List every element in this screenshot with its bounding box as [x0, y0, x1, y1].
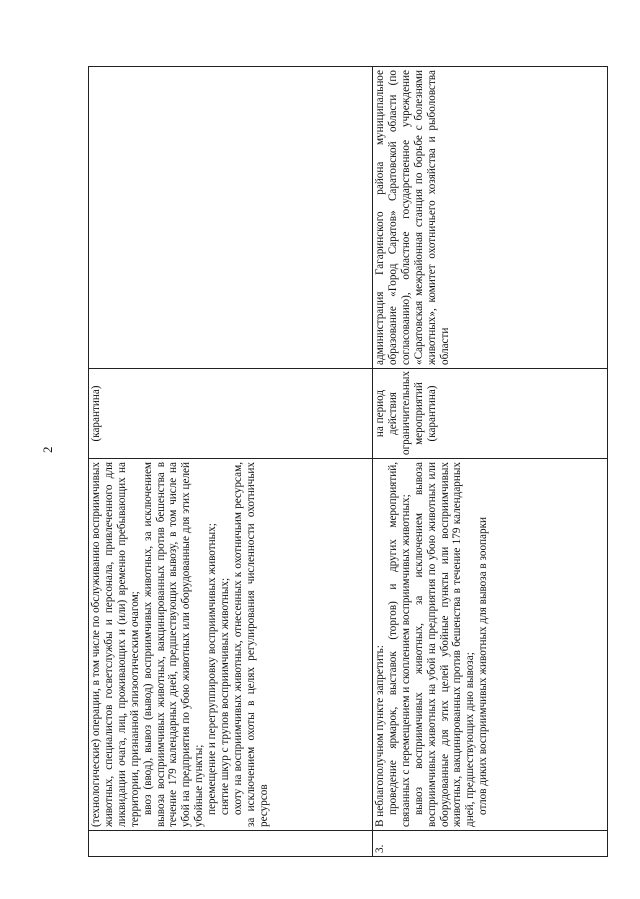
responsible-cell: администрация Гагаринского района муниципальное образование «Город Саратов» Саратовской области (по согласованию), областное государственное учреждение «Саратовская межрайонная станция по борьбе с болезнями животных», комитет охотничьего хозяйства и рыболовства области [373, 67, 608, 369]
table-row [89, 67, 373, 857]
measure-paragraph: снятие шкур с трупов восприимчивых животных; [219, 577, 232, 815]
measure-paragraph: охоту на восприимчивых животных, отнесенных к охотничьим ресурсам, за исключением охоты в целях регулирования численности охотничьих ресурсов [231, 462, 270, 827]
row-number-cell [89, 831, 373, 857]
period-cell: на период действия ограничительных мероприятий (карантина) [373, 369, 608, 459]
responsible-cell [89, 67, 373, 369]
measures-cell [89, 459, 373, 831]
page-number: 2 [40, 446, 55, 453]
measure-paragraph: перемещение и перегруппировку восприимчивых животных; [206, 523, 219, 815]
measure-paragraph: отлов диких восприимчивых животных для вывоза в зоопарки [477, 516, 490, 815]
measure-paragraph: проведение ярмарок, выставок (торгов) и других мероприятий, связанных с перемещением и скоплением восприимчивых животных; [386, 462, 412, 827]
table-row [373, 67, 608, 857]
period-cell: (карантина) [89, 369, 373, 459]
rotated-page-content [88, 67, 607, 857]
measures-cell [373, 459, 608, 831]
row-number-cell: 3. [373, 831, 608, 857]
measure-paragraph: В неблагополучном пункте запретить: [374, 645, 386, 827]
measure-paragraph: ввоз (ввод), вывоз (вывод) восприимчивых животных, за исключением вывоза восприимчивых животных, вакцинированных против бешенства в течение 179 календарных дней, предшествующих вывозу, в том числе на убой на предприятия по убою животных или оборудованные для этих целей убойные пункты; [141, 462, 206, 827]
measure-paragraph: вывоз восприимчивых животных, за исключением вывоза восприимчивых животных на убой на предприятия по убою животных или оборудованные для этих целей убойные пункты или восприимчивых животных, вакцинированных против бешенства в течение 179 календарных дней, предшествующих дню вывоза; [412, 462, 477, 827]
measure-paragraph: (технологические) операции, в том числе по обслуживанию восприимчивых животных, специалистов госветслужбы и персонала, привлеченного для ликвидации очага, лиц, проживающих и (или) временно пребывающих на территории, признанной эпизоотическим очагом; [90, 462, 141, 827]
measures-table [88, 66, 608, 857]
